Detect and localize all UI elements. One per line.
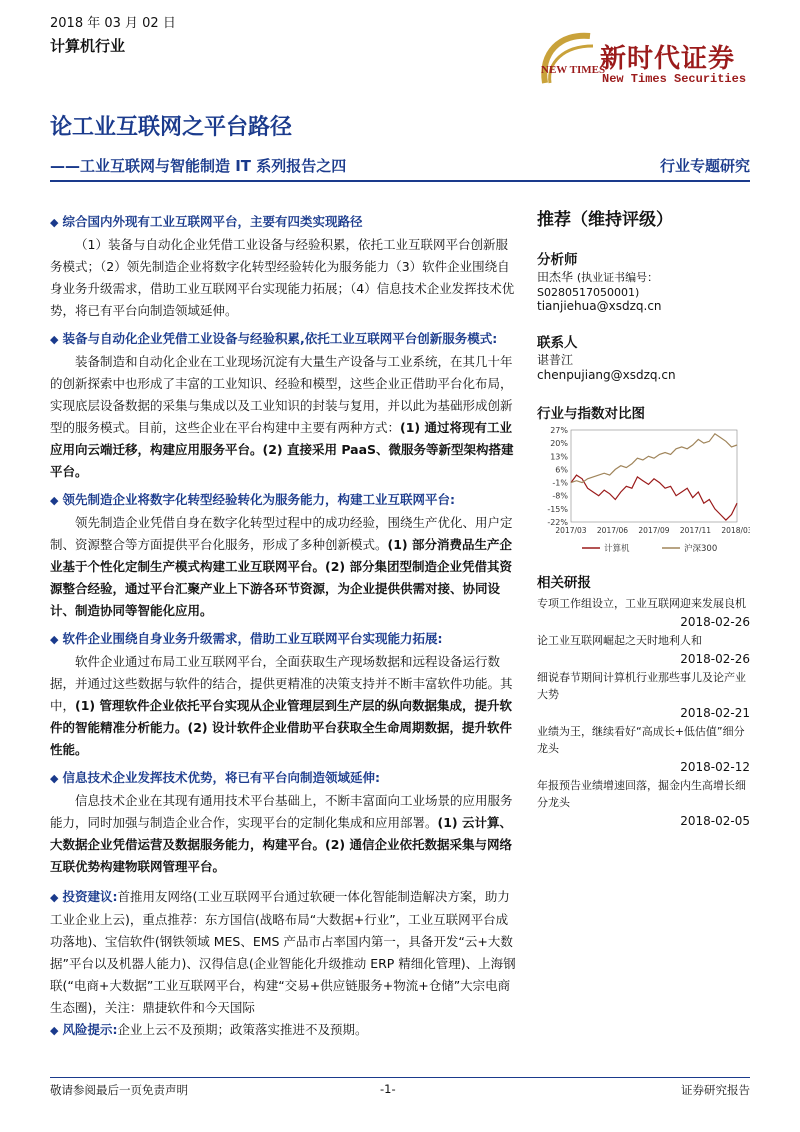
- logo-mark-text: NEW TIMES: [541, 64, 605, 76]
- y-tick-label: -15%: [547, 504, 568, 514]
- report-date: 2018 年 03 月 02 日: [50, 16, 176, 31]
- report-type: 行业专题研究: [659, 157, 750, 175]
- related-report-title[interactable]: 论工业互联网崛起之天时地利人和: [537, 634, 702, 647]
- related-report-date: 2018-02-26: [680, 652, 750, 666]
- section-heading-3: ◆ 领先制造企业将数字化转型经验转化为服务能力，构建工业互联网平台:: [50, 492, 455, 507]
- y-tick-label: 20%: [550, 439, 568, 449]
- comparison-chart: [537, 422, 750, 562]
- sidebar: [537, 205, 750, 831]
- section-body-5: 信息技术企业在其现有通用技术平台基础上，不断丰富面向工业场景的应用服务能力，同时加强与制造企业合作，实现平台的定制化集成和应用部署。(1) 云计算、大数据企业凭借运营及数据服务能力，构建平台。(2) 通信企业依托数据采集与网络互联优势构建物联网管理平台。: [50, 793, 513, 874]
- section-heading-5: ◆ 信息技术企业发挥技术优势，将已有平台向制造领域延伸:: [50, 770, 380, 785]
- investment-advice: ◆ 投资建议:首推用友网络(工业互联网平台通过软硬一体化智能制造解决方案，助力工业企业上云)，重点推荐：东方国信(战略布局“大数据+行业”，工业互联网平台成功落地)、宝信软件(钢铁领域 MES、EMS 产品市占率国内第一，具备开发“云+大数据”平台以及机器人能力)、汉得信息(企业智能化升级推动 ERP 精细化管理)、上海钢联(“电商+大数据”工业互联网平台，构建“交易+供应链服务+物流+仓储”大宗电商生态圈)，关注：鼎捷软件和今天国际: [50, 889, 516, 1015]
- header-divider: [50, 180, 750, 182]
- footer-disclaimer: 敬请参阅最后一页免责声明: [50, 1083, 188, 1097]
- x-tick-label: 2017/03: [555, 526, 587, 535]
- related-report-title[interactable]: 业绩为王，继续看好“高成长+低估值”细分龙头: [537, 725, 745, 755]
- y-tick-label: 27%: [550, 426, 568, 435]
- related-report-date: 2018-02-26: [680, 615, 750, 629]
- related-list: [537, 595, 750, 831]
- industry-label: 计算机行业: [50, 37, 126, 55]
- main-column: [50, 205, 518, 1042]
- logo-text-cn: 新时代证券: [600, 44, 736, 74]
- section-body-4: 软件企业通过布局工业互联网平台，全面获取生产现场数据和远程设备运行数据，并通过这些数据与软件的结合，提供更精准的决策支持并不断丰富软件功能。其中，(1) 管理软件企业依托平台实现从企业管理层到生产层的纵向数据集成，提升软件的智能精准分析能力。(2) 设计软件企业借助平台获取全生命周期数据，提升软件性能。: [50, 654, 513, 757]
- diamond-bullet-icon: ◆: [50, 772, 59, 785]
- rating: 推荐（维持评级）: [537, 210, 673, 230]
- related-report-date: 2018-02-21: [680, 706, 750, 720]
- footer-divider: [50, 1077, 750, 1078]
- related-heading: 相关研报: [537, 575, 591, 591]
- page-number: -1-: [380, 1082, 396, 1096]
- y-tick-label: -22%: [547, 518, 568, 527]
- analyst-heading: 分析师: [537, 252, 578, 268]
- related-report-title[interactable]: 专项工作组设立，工业互联网迎来发展良机: [537, 597, 746, 610]
- x-tick-label: 2017/09: [638, 526, 670, 535]
- contact-name: 谌普江: [537, 353, 574, 367]
- x-tick-label: 2017/06: [596, 526, 629, 535]
- section-body-3: 领先制造企业凭借自身在数字化转型过程中的成功经验，围绕生产优化、用户定制、资源整合等方面提供平台化服务，形成了多种创新模式。(1) 部分消费品生产企业基于个性化定制生产模式构建工业互联网平台。(2) 部分集团型制造企业凭借其资源整合经验，通过平台汇聚产业上下游各环节资源，为企业提供供需对接、协同设计、制造协同等智能化应用。: [50, 515, 513, 618]
- analyst-cert: (执业证书编号：S0280517050001): [537, 271, 659, 299]
- diamond-bullet-icon: ◆: [50, 494, 59, 507]
- analyst-info: 田杰华 (执业证书编号：S0280517050001): [537, 270, 659, 299]
- analyst-email[interactable]: tianjiehua@xsdzq.cn: [537, 299, 662, 313]
- diamond-bullet-icon: ◆: [50, 1024, 59, 1037]
- series-line: [571, 475, 737, 520]
- legend-label: 沪深300: [684, 544, 718, 554]
- y-tick-label: 13%: [550, 452, 568, 462]
- logo-text-en: New Times Securities: [602, 72, 747, 86]
- related-report-date: 2018-02-12: [680, 760, 750, 774]
- section-body-2: 装备制造和自动化企业在工业现场沉淀有大量生产设备与工业系统，在其几十年的创新探索中也形成了丰富的工业知识、经验和模型，这些企业正借助平台化布局，实现底层设备数据的采集与集成以及工业知识的封装与复用，并以此为基础形成创新型的服务模式。目前，这些企业在平台构建中主要有两种方式：(1) 通过将现有工业应用向云端迁移，构建应用服务平台。(2) 直接采用 PaaS、微服务等新型架构搭建平台。: [50, 354, 514, 479]
- series-line: [571, 434, 737, 483]
- section-body-1: （1）装备与自动化企业凭借工业设备与经验积累，依托工业互联网平台创新服务模式；（2）领先制造企业将数字化转型经验转化为服务能力（3）软件企业围绕自身业务升级需求，借助工业互联网平台实现能力拓展；（4）信息技术企业发挥技术优势，将已有平台向制造领域延伸。: [50, 237, 515, 318]
- legend-label: 计算机: [604, 544, 630, 554]
- x-tick-label: 2018/03: [721, 526, 750, 535]
- related-report-title[interactable]: 年报预告业绩增速回落，掘金内生高增长细分龙头: [537, 779, 746, 809]
- section-heading-1: ◆ 综合国内外现有工业互联网平台，主要有四类实现路径: [50, 214, 363, 229]
- related-report-title[interactable]: 细说春节期间计算机行业那些事儿及论产业大势: [537, 671, 746, 701]
- report-subtitle: ——工业互联网与智能制造 IT 系列报告之四: [50, 157, 347, 175]
- report-title: 论工业互联网之平台路径: [50, 115, 293, 140]
- x-tick-label: 2017/11: [679, 526, 712, 535]
- diamond-bullet-icon: ◆: [50, 633, 59, 646]
- y-tick-label: -1%: [552, 478, 568, 488]
- diamond-bullet-icon: ◆: [50, 891, 59, 904]
- section-heading-4: ◆ 软件企业围绕自身业务升级需求，借助工业互联网平台实现能力拓展:: [50, 631, 443, 646]
- contact-heading: 联系人: [537, 335, 578, 351]
- section-heading-2: ◆ 装备与自动化企业凭借工业设备与经验积累,依托工业互联网平台创新服务模式:: [50, 331, 498, 346]
- chart-title: 行业与指数对比图: [537, 406, 645, 422]
- diamond-bullet-icon: ◆: [50, 216, 59, 229]
- y-tick-label: -8%: [552, 491, 568, 501]
- diamond-bullet-icon: ◆: [50, 333, 59, 346]
- footer-report-label: 证券研究报告: [681, 1083, 750, 1097]
- contact-email[interactable]: chenpujiang@xsdzq.cn: [537, 368, 676, 382]
- y-tick-label: 6%: [555, 465, 568, 475]
- risk-warning: ◆ 风险提示:企业上云不及预期；政策落实推进不及预期。: [50, 1022, 368, 1037]
- related-report-date: 2018-02-05: [680, 814, 750, 828]
- logo-mark-icon: [535, 28, 605, 88]
